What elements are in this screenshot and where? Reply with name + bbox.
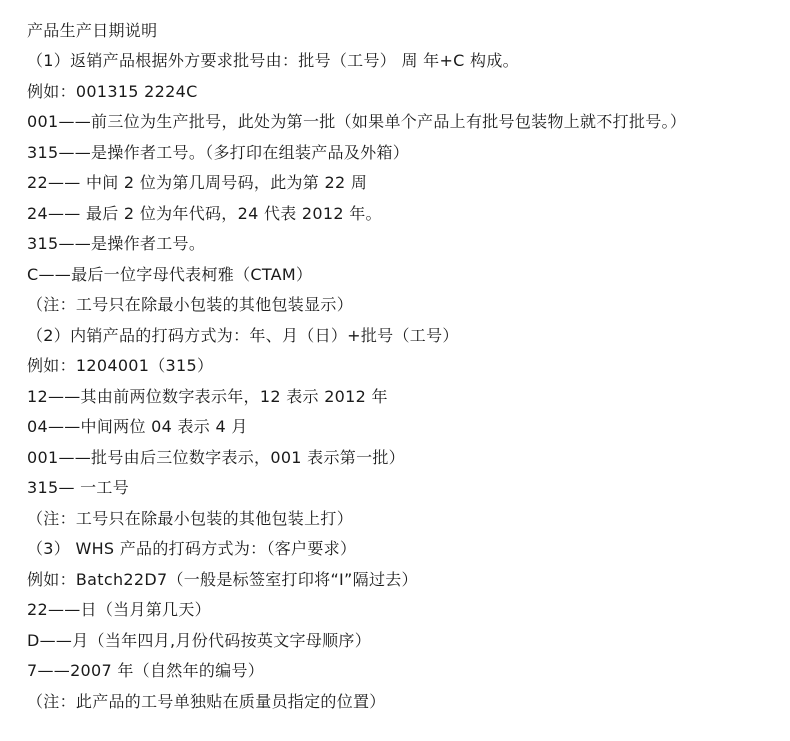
text-line: 12——其由前两位数字表示年，12 表示 2012 年 [27,387,388,406]
text-line: （1）返销产品根据外方要求批号由：批号（工号） 周 年+C 构成。 [27,51,519,70]
section-heading: （3） WHS 产品的打码方式为：（客户要求） [27,539,357,558]
text-line: 7——2007 年（自然年的编号） [27,661,265,680]
text-line: 22—— 中间 2 位为第几周号码，此为第 22 周 [27,173,368,192]
text-line: 22——日（当月第几天） [27,600,211,619]
note-line: （注：此产品的工号单独贴在质量员指定的位置） [27,692,386,711]
document-title: 产品生产日期说明 [27,21,158,40]
text-line: 001——前三位为生产批号，此处为第一批（如果单个产品上有批号包装物上就不打批号。） [27,112,687,131]
text-line: 315——是操作者工号。 [27,234,206,253]
text-line: 例如：001315 2224C [27,82,198,101]
text-line: 例如：Batch22D7（一般是标签室打印将“I”隔过去） [27,570,418,589]
text-line: D——月（当年四月,月份代码按英文字母顺序） [27,631,372,650]
text-line: 例如：1204001（315） [27,356,214,375]
text-line: 04——中间两位 04 表示 4 月 [27,417,248,436]
text-line: 315——是操作者工号。（多打印在组装产品及外箱） [27,143,410,162]
text-line: 24—— 最后 2 位为年代码，24 代表 2012 年。 [27,204,382,223]
note-line: （注：工号只在除最小包装的其他包装上打） [27,509,354,528]
text-line: 315— 一工号 [27,478,130,497]
text-line: C——最后一位字母代表柯雅（CTAM） [27,265,313,284]
section-heading: （2）内销产品的打码方式为：年、月（日）+批号（工号） [27,326,459,345]
text-line: 001——批号由后三位数字表示，001 表示第一批） [27,448,405,467]
note-line: （注：工号只在除最小包装的其他包装显示） [27,295,354,314]
